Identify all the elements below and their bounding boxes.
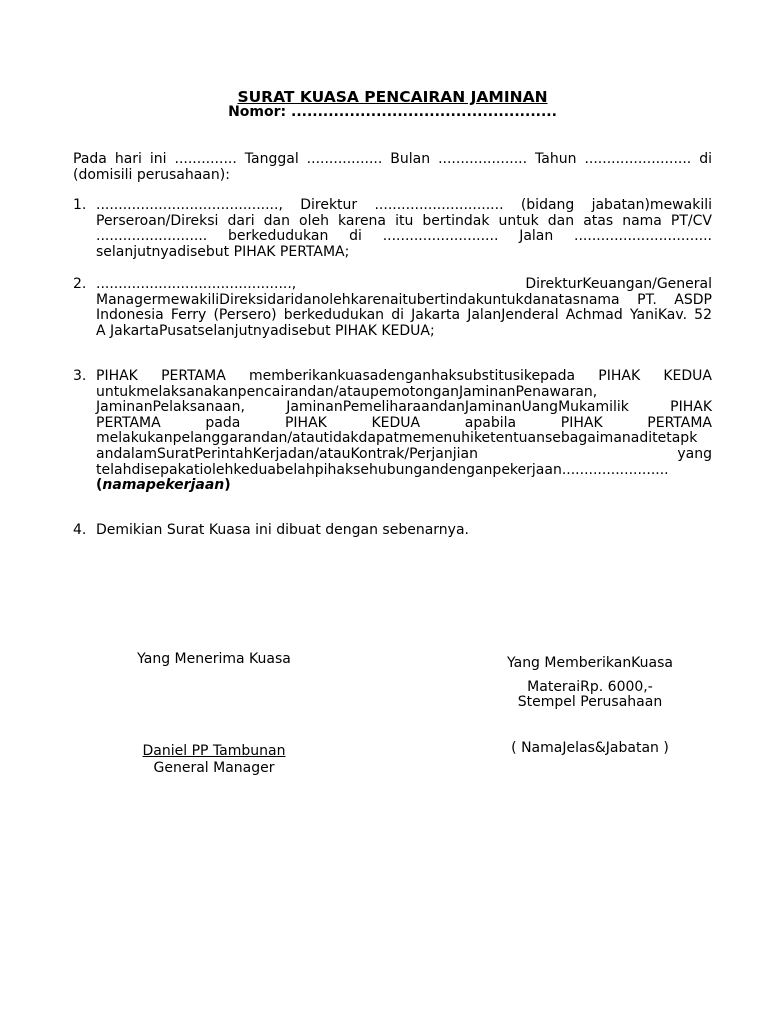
list-item-3 bbox=[73, 369, 712, 494]
list-item-body bbox=[96, 369, 712, 494]
list-marker: 4. bbox=[73, 522, 87, 538]
opening-line: (domisili perusahaan): bbox=[73, 166, 230, 183]
stamp-duty-label: MateraiRp. 6000,- bbox=[527, 679, 653, 695]
list-marker: 2. bbox=[73, 276, 87, 292]
company-stamp-label: Stempel Perusahaan bbox=[517, 694, 663, 710]
recipient-name: Daniel PP Tambunan bbox=[142, 743, 286, 759]
project-name-text: namapekerjaan bbox=[102, 477, 225, 494]
list-item-body bbox=[96, 277, 712, 339]
project-name-close-paren: ) bbox=[224, 477, 231, 494]
project-name-open-paren: ( bbox=[96, 477, 103, 494]
recipient-heading: Yang Menerima Kuasa bbox=[137, 651, 291, 667]
list-item-line: ........................................., Direktur ............................. (bidang jabatan)mewakili bbox=[96, 197, 712, 213]
list-item-line: A JakartaPusatselanjutnyadisebut PIHAK KEDUA; bbox=[96, 322, 435, 339]
list-item-line: PERTAMA pada PIHAK KEDUA apabila PIHAK PERTAMA bbox=[96, 414, 712, 431]
list-item-line: Indonesia Ferry (Persero) berkedudukan di Jakarta JalanJenderal Achmad YaniKav. 52 bbox=[96, 307, 712, 324]
list-item-body bbox=[96, 523, 712, 539]
list-item-line: telahdisepakatiolehkeduabelahpihaksehubungandenganpekerjaan........................ bbox=[96, 461, 669, 478]
list-item-line: PIHAK PERTAMA memberikankuasadenganhaksubstitusikepada PIHAK KEDUA bbox=[96, 368, 712, 384]
document-title-text: SURAT KUASA PENCAIRAN JAMINAN bbox=[237, 88, 548, 106]
opening-line: Pada hari ini .............. Tanggal ................. Bulan .................... Tahun ........................ di bbox=[73, 151, 712, 167]
list-item-line: Demikian Surat Kuasa ini dibuat dengan sebenarnya. bbox=[96, 522, 469, 538]
list-item-line: ManagermewakiliDireksidaridanolehkarenaitubertindakuntukdanatasnama PT. ASDP bbox=[96, 291, 712, 308]
list-item-1 bbox=[73, 198, 712, 260]
list-item-line: melakukanpelanggarandan/atautidakdapatmemenuhiketentuansebagaimanaditetapk bbox=[96, 430, 698, 447]
opening-paragraph bbox=[73, 152, 712, 183]
recipient-position: General Manager bbox=[153, 760, 275, 776]
list-item-line: ......................... berkedudukan di .......................... Jalan ............................... bbox=[96, 228, 712, 245]
list-item-line: untukmelaksanakanpencairandan/ataupemotonganJaminanPenawaran, bbox=[96, 383, 598, 400]
list-item-body bbox=[96, 198, 712, 260]
list-item-line: Perseroan/Direksi dari dan oleh karena itu bertindak untuk dan atas nama PT/CV bbox=[96, 212, 712, 229]
list-item-line: andalamSuratPerintahKerjadan/atauKontrak/Perjanjian yang bbox=[96, 445, 712, 462]
list-item-line: selanjutnyadisebut PIHAK PERTAMA; bbox=[96, 243, 350, 260]
list-marker: 1. bbox=[73, 197, 87, 213]
grantor-name-placeholder: ( NamaJelas&Jabatan ) bbox=[511, 740, 669, 756]
list-marker: 3. bbox=[73, 368, 87, 384]
project-name-placeholder bbox=[96, 478, 712, 494]
list-item-2 bbox=[73, 277, 712, 339]
recipient-name-line bbox=[94, 744, 334, 760]
grantor-heading: Yang MemberikanKuasa bbox=[506, 655, 673, 671]
list-item-4 bbox=[73, 523, 712, 539]
document-number: Nomor: .................................................. bbox=[228, 104, 557, 120]
list-item-line: ............................................, DirekturKeuangan/General bbox=[96, 276, 712, 292]
list-item-line: JaminanPelaksanaan, JaminanPemeliharaandanJaminanUangMukamilik PIHAK bbox=[96, 399, 712, 416]
